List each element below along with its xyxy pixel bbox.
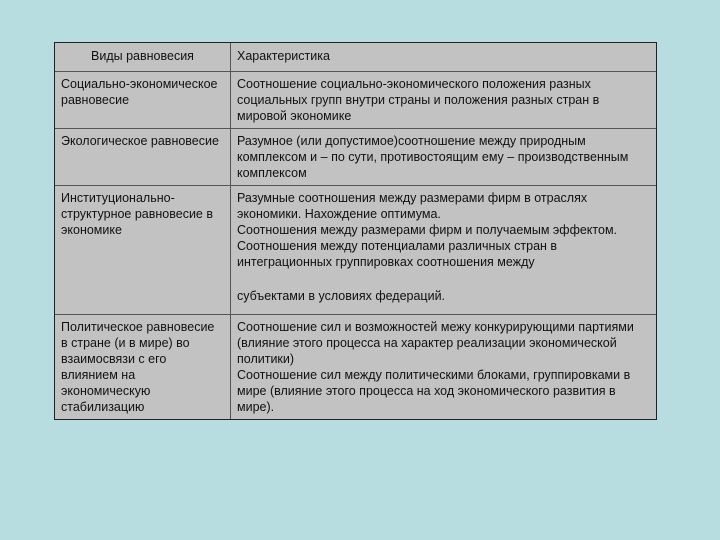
description-line: Разумные соотношения между размерами фирм в отраслях экономики. Нахождение оптимума. [237, 191, 588, 221]
row-description [231, 315, 656, 419]
table-row [55, 186, 656, 315]
table-row [55, 315, 656, 419]
description-line: Соотношение сил и возможностей межу конкурирующими партиями (влияние этого процесса на характер реализации экономической политики) [237, 320, 634, 366]
description-line: Соотношение сил между политическими блоками, группировками в мире (влияние этого процесса на ход экономического развития в мире). [237, 368, 631, 414]
row-kind: Институционально-структурное равновесие в экономике [55, 186, 231, 314]
table-row [55, 72, 656, 129]
row-description [231, 72, 656, 128]
description-line: Соотношения между размерами фирм и получаемым эффектом. [237, 223, 618, 237]
spacer [237, 270, 650, 288]
description-line: субъектами в условиях федераций. [237, 289, 446, 303]
row-description [231, 186, 656, 314]
row-description [231, 129, 656, 185]
description-line: Разумное (или допустимое)соотношение между природным комплексом и – по сути, противостоящим ему – производственным комплексом [237, 134, 629, 180]
equilibrium-table [54, 42, 657, 420]
description-line: Соотношение социально-экономического положения разных социальных групп внутри страны и положения разных стран в мировой экономике [237, 77, 600, 123]
description-line: Соотношения между потенциалами различных стран в интеграционных группировках соотношения между [237, 239, 558, 269]
header-characteristic: Характеристика [237, 49, 330, 63]
row-kind: Социально-экономическое равновесие [55, 72, 231, 128]
header-kind: Виды равновесия [55, 43, 231, 71]
table-header-row [55, 43, 656, 72]
table-row [55, 129, 656, 186]
row-kind: Политическое равновесие в стране (и в мире) во взаимосвязи с его влиянием на экономическую стабилизацию [55, 315, 231, 419]
row-kind: Экологическое равновесие [55, 129, 231, 185]
spacer [237, 304, 650, 310]
